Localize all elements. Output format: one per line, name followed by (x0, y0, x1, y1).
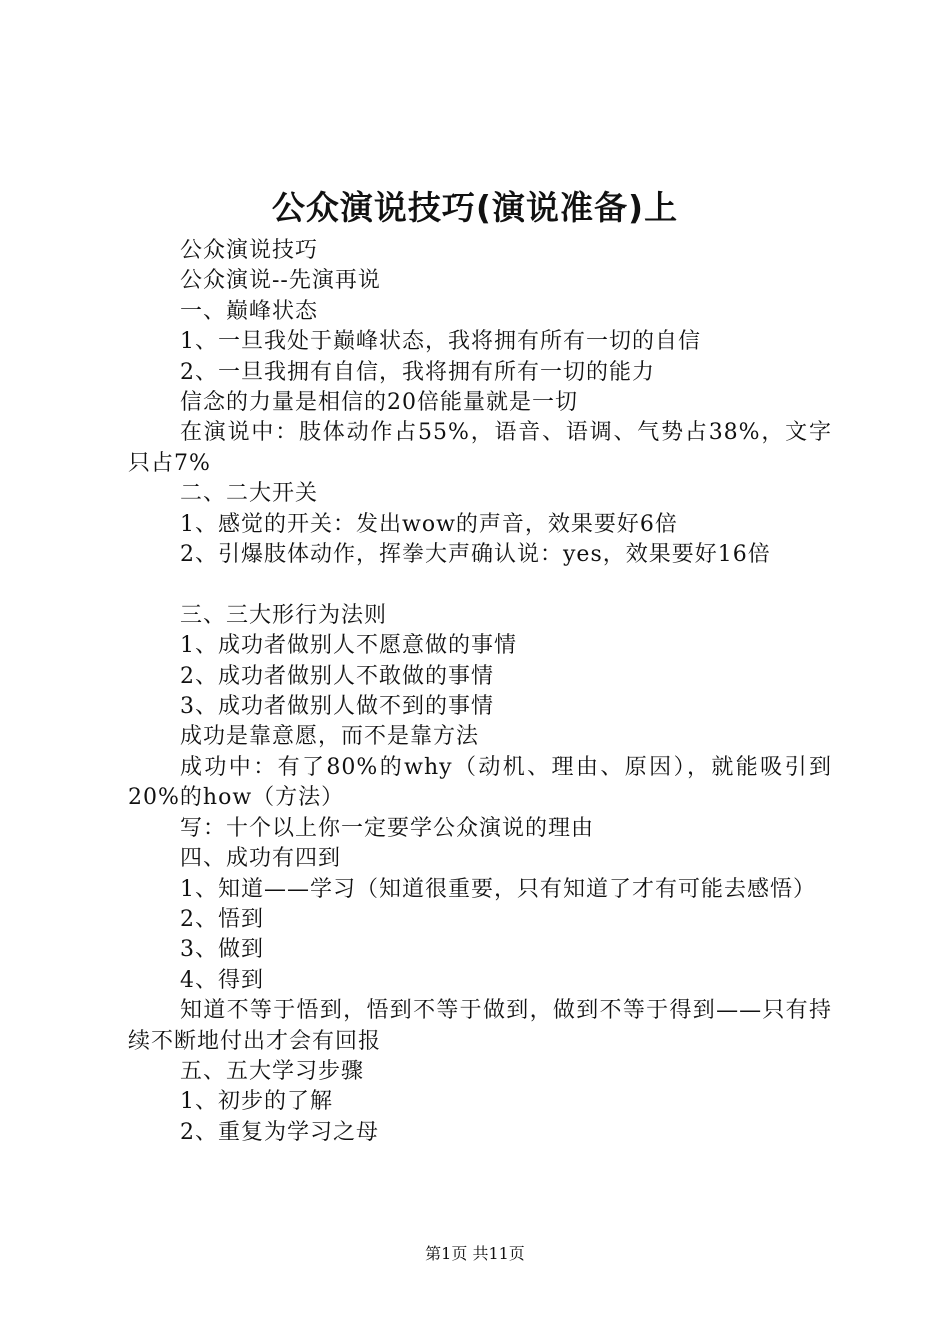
list-item: 3、成功者做别人做不到的事情 (180, 694, 494, 720)
paragraph: 成功是靠意愿，而不是靠方法 (180, 724, 480, 750)
section-heading: 一、巅峰状态 (180, 298, 319, 324)
section-heading: 三、三大形行为法则 (180, 602, 388, 628)
document-body (128, 236, 832, 1148)
section-heading: 四、成功有四到 (180, 846, 342, 872)
list-item: 2、引爆肢体动作，挥拳大声确认说：yes，效果要好16倍 (180, 542, 771, 568)
page-number: 第1页 共11页 (425, 1244, 525, 1263)
paragraph: 写：十个以上你一定要学公众演说的理由 (180, 815, 595, 841)
list-item: 1、成功者做别人不愿意做的事情 (180, 633, 517, 659)
list-item: 1、一旦我处于巅峰状态，我将拥有所有一切的自信 (180, 329, 701, 355)
list-item: 2、悟到 (180, 906, 264, 932)
section-heading: 二、二大开关 (180, 481, 319, 507)
list-item: 1、初步的了解 (180, 1089, 333, 1115)
paragraph: 公众演说--先演再说 (180, 268, 381, 294)
blank-line (128, 570, 832, 600)
list-item: 2、一旦我拥有自信，我将拥有所有一切的能力 (180, 359, 655, 385)
paragraph: 在演说中：肢体动作占55%，语音、语调、气势占38%，文字只占7% (128, 420, 832, 476)
list-item: 2、重复为学习之母 (180, 1119, 379, 1145)
paragraph: 成功中：有了80%的why（动机、理由、原因），就能吸引到20%的how（方法） (128, 754, 832, 811)
document-title: 公众演说技巧(演说准备)上 (271, 188, 679, 227)
list-item: 4、得到 (180, 967, 264, 993)
list-item: 1、知道——学习（知道很重要，只有知道了才有可能去感悟） (180, 876, 816, 902)
list-item: 2、成功者做别人不敢做的事情 (180, 663, 494, 689)
paragraph: 公众演说技巧 (180, 238, 319, 263)
section-heading: 五、五大学习步骤 (180, 1058, 365, 1084)
paragraph: 知道不等于悟到，悟到不等于做到，做到不等于得到——只有持续不断地付出才会有回报 (128, 998, 832, 1054)
list-item: 3、做到 (180, 937, 264, 963)
paragraph: 信念的力量是相信的20倍能量就是一切 (180, 390, 578, 416)
list-item: 1、感觉的开关：发出wow的声音，效果要好6倍 (180, 511, 678, 537)
